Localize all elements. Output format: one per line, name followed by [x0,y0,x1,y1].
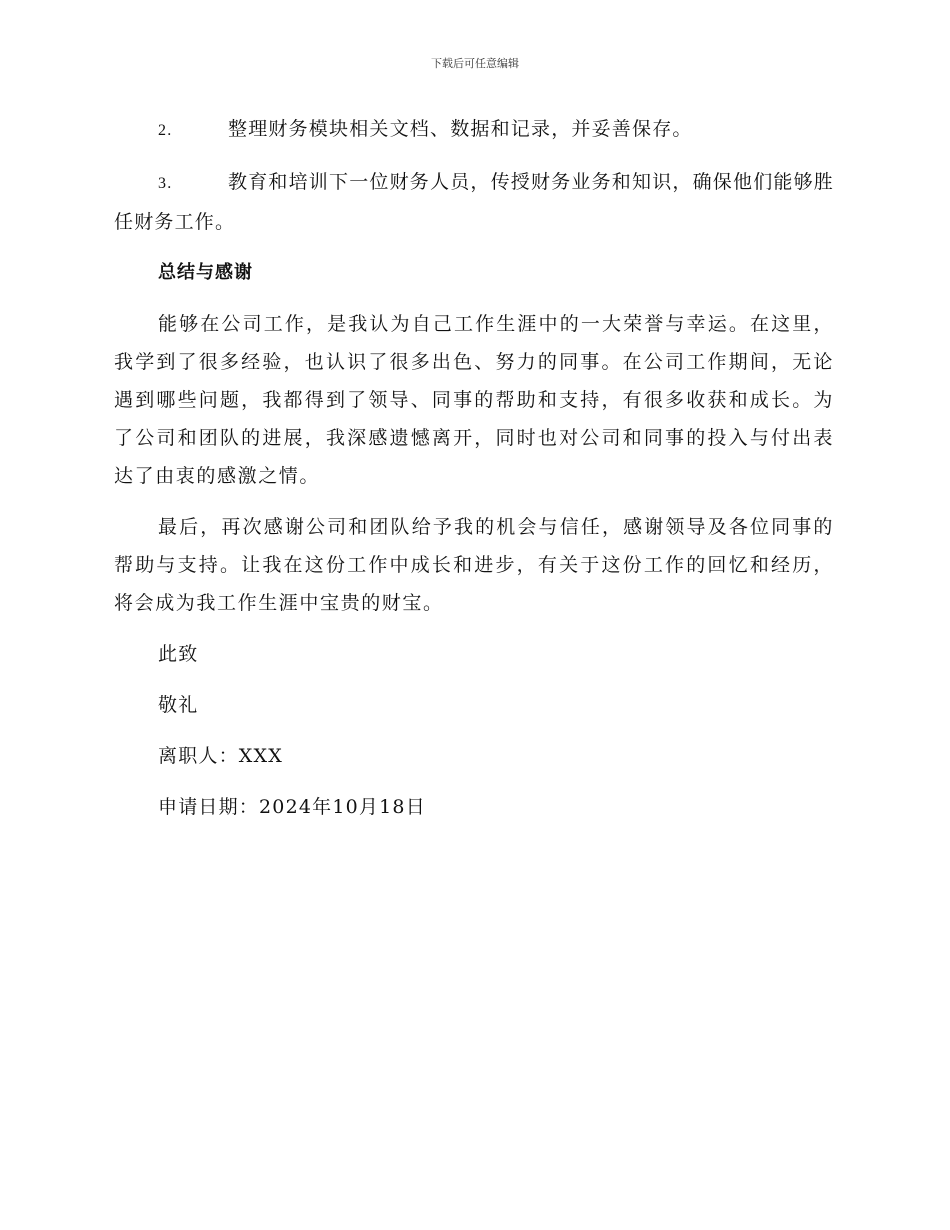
list-item [114,163,834,241]
resigner-line: 离职人：XXX [158,745,283,767]
list-item [114,110,834,150]
salutation: 此致 [158,643,199,665]
regards: 敬礼 [158,694,199,716]
paragraph-closing: 最后，再次感谢公司和团队给予我的机会与信任，感谢领导及各位同事的帮助与支持。让我在这份工作中成长和进步，有关于这份工作的回忆和经历，将会成为我工作生涯中宝贵的财宝。 [114,516,834,614]
application-date: 申请日期：2024年10月18日 [158,796,426,818]
list-number: 2. [158,122,173,139]
list-text: 整理财务模块相关文档、数据和记录，并妥善保存。 [228,118,693,140]
document-body [114,110,834,839]
paragraph-thanks: 能够在公司工作，是我认为自己工作生涯中的一大荣誉与幸运。在这里，我学到了很多经验，也认识了很多出色、努力的同事。在公司工作期间，无论遇到哪些问题，我都得到了领导、同事的帮助和支持，有很多收获和成长。为了公司和团队的进展，我深感遗憾离开，同时也对公司和同事的投入与付出表达了由衷的感激之情。 [114,313,834,487]
section-heading: 总结与感谢 [158,262,253,283]
list-text: 教育和培训下一位财务人员，传授财务业务和知识，确保他们能够胜任财务工作。 [114,171,835,233]
list-number: 3. [158,175,173,192]
header-note: 下载后可任意编辑 [431,57,519,70]
